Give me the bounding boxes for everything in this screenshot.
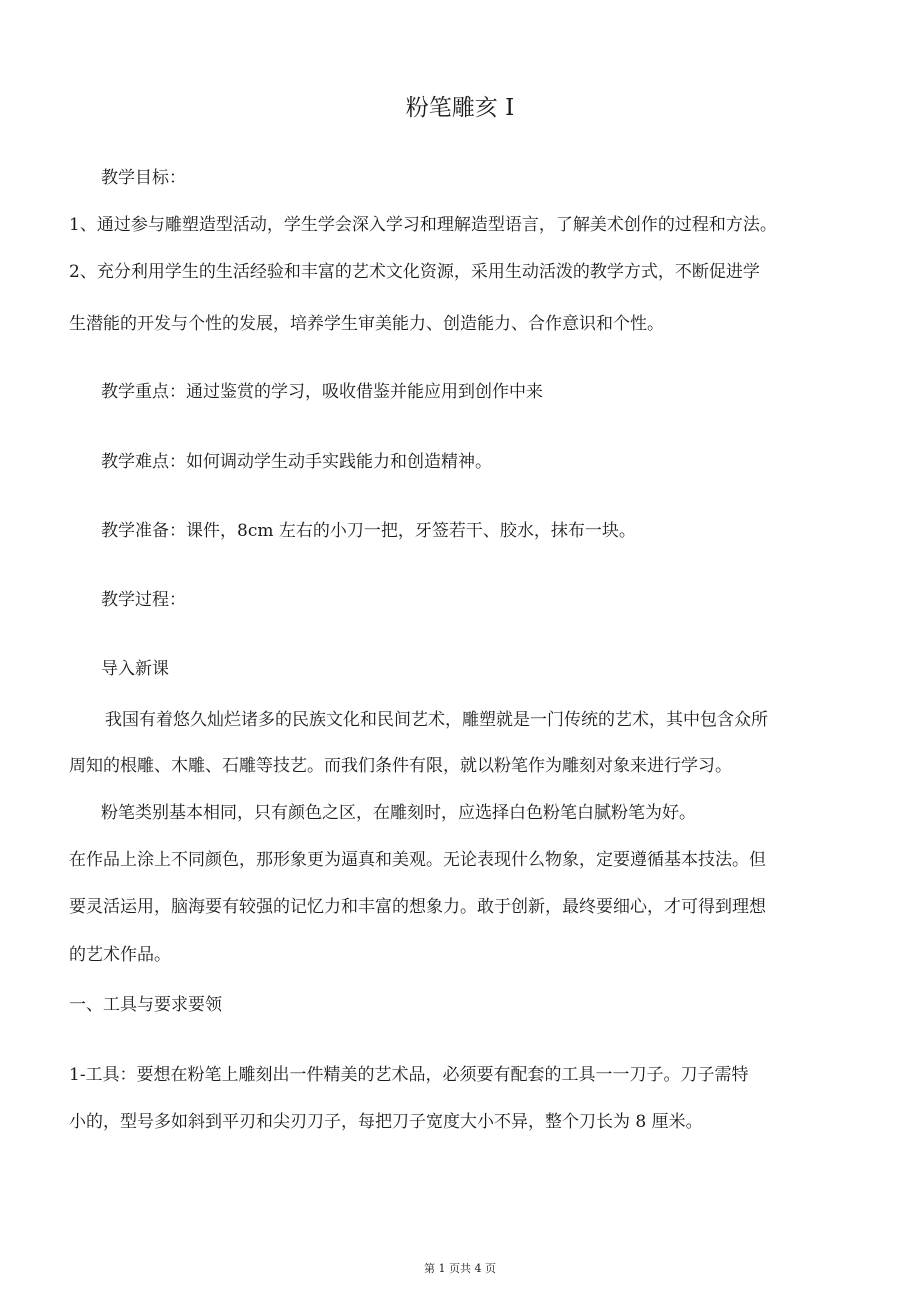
page-title: 粉笔雕亥 I [405, 95, 515, 121]
page-footer: 第 1 页共 4 页 [424, 1262, 496, 1275]
teaching-preparation: 教学准备：课件，8cm 左右的小刀一把，牙签若干、胶水，抹布一块。 [101, 521, 636, 541]
subheading-introduction: 导入新课 [101, 659, 169, 679]
section-heading-process: 教学过程： [101, 590, 186, 610]
section-heading-objectives: 教学目标： [101, 168, 186, 188]
key-points: 教学重点：通过鉴赏的学习，吸收借鉴并能应用到创作中来 [101, 382, 543, 402]
section-heading-tools: 一、工具与要求要领 [69, 995, 222, 1015]
chalk-paragraph-line-3: 要灵活运用，脑海要有较强的记忆力和丰富的想象力。敢于创新，最终要细心，才可得到理想 [69, 897, 766, 917]
chalk-paragraph-line-2: 在作品上涂上不同颜色，那形象更为逼真和美观。无论表现什么物象，定要遵循基本技法。但 [69, 850, 766, 870]
intro-paragraph-line-2: 周知的根雕、木雕、石雕等技艺。而我们条件有限，就以粉笔作为雕刻对象来进行学习。 [69, 756, 732, 776]
tools-paragraph-line-1: 1-工具：要想在粉笔上雕刻出一件精美的艺术品，必须要有配套的工具一一刀子。刀子需特 [69, 1065, 749, 1085]
objective-1: 1、通过参与雕塑造型活动，学生学会深入学习和理解造型语言，了解美术创作的过程和方法。 [69, 215, 777, 235]
chalk-paragraph-line-1: 粉笔类别基本相同，只有颜色之区，在雕刻时，应选择白色粉笔白腻粉笔为好。 [101, 803, 696, 823]
tools-paragraph-line-2: 小的，型号多如斜到平刃和尖刃刀子，每把刀子宽度大小不异，整个刀长为 8 厘米。 [69, 1112, 703, 1132]
difficult-points: 教学难点：如何调动学生动手实践能力和创造精神。 [101, 452, 492, 472]
intro-paragraph-line-1: 我国有着悠久灿烂诸多的民族文化和民间艺术，雕塑就是一门传统的艺术，其中包含众所 [105, 710, 768, 730]
objective-2-line-2: 生潜能的开发与个性的发展，培养学生审美能力、创造能力、合作意识和个性。 [69, 314, 664, 334]
objective-2-line-1: 2、充分利用学生的生活经验和丰富的艺术文化资源，采用生动活泼的教学方式，不断促进学 [69, 262, 760, 282]
chalk-paragraph-line-4: 的艺术作品。 [69, 945, 171, 965]
